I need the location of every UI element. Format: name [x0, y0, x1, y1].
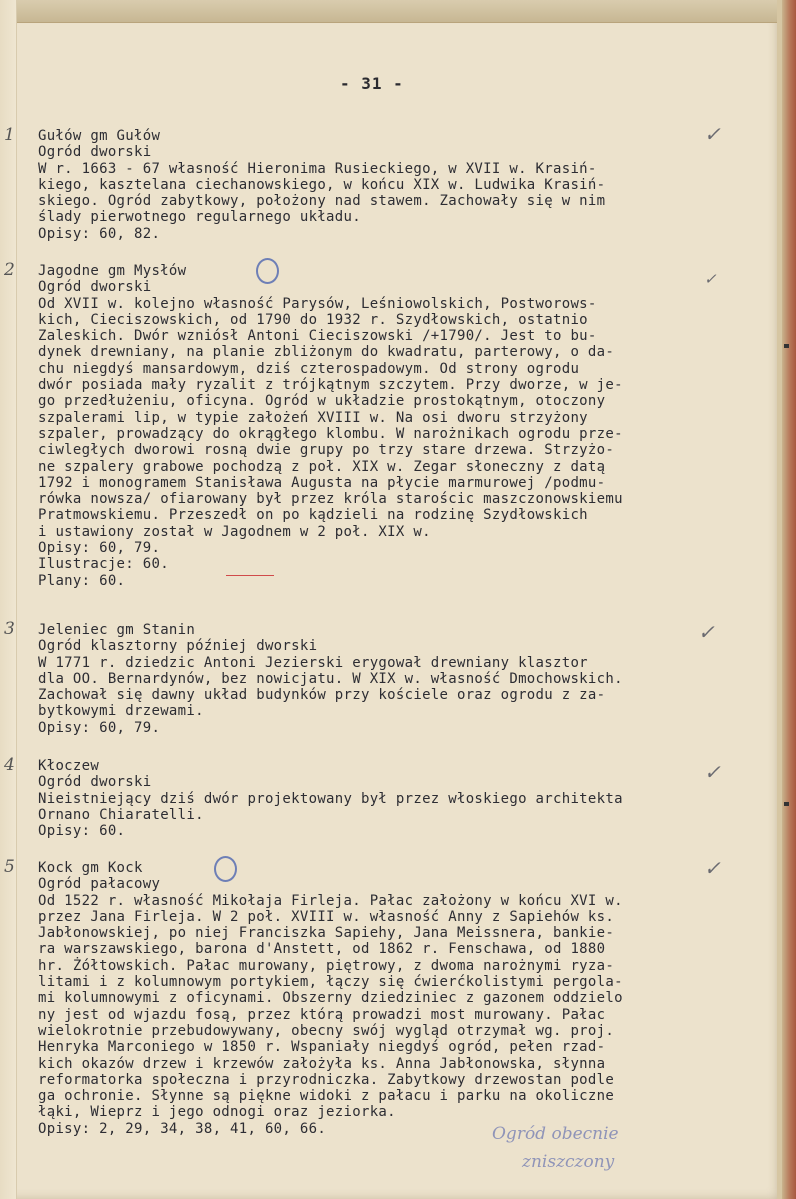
entry-line: kich, Cieciszowskich, od 1790 do 1932 r. Szydłowskich, ostatnio	[38, 311, 588, 328]
entry-line: 1792 i monogramem Stanisława Augusta na płycie marmurowej /podmu-	[38, 474, 606, 491]
entry-line: Opisy: 60.	[38, 823, 126, 840]
entry-line: go przedłużeniu, oficyna. Ogród w układzie prostokątnym, otoczony	[38, 393, 606, 410]
entry-line: ny jest od wjazdu fosą, przez którą prowadzi most murowany. Pałac	[38, 1006, 606, 1023]
entry-line: wielokrotnie przebudowywany, obecny swój wygląd otrzymał wg. proj.	[38, 1022, 615, 1039]
entry-title: Jeleniec gm Stanin	[38, 622, 196, 638]
check-mark-icon: ✓	[698, 620, 715, 644]
entry-line: Opisy: 60, 82.	[38, 225, 161, 242]
entry-line: dla OO. Bernardynów, bez nowicjatu. W XIX w. własność Dmochowskich.	[38, 670, 623, 687]
entry-line: kich okazów drzew i krzewów założyła ks. Anna Jabłonowska, słynna	[38, 1055, 606, 1072]
check-mark-icon: ✓	[704, 270, 717, 288]
entry-line: hr. Żółtowskich. Pałac murowany, piętrowy, z dwoma narożnymi ryza-	[38, 957, 615, 974]
entry-line: Od 1522 r. własność Mikołaja Firleja. Pałac założony w końcu XVI w.	[38, 892, 623, 909]
entry-line: ślady pierwotnego regularnego układu.	[38, 209, 361, 226]
entry-title: Gułów gm Gułów	[38, 128, 161, 144]
check-mark-icon: ✓	[704, 760, 721, 784]
entry-line: Opisy: 2, 29, 34, 38, 41, 60, 66.	[38, 1120, 327, 1137]
entry-line: Ogród dworski	[38, 279, 152, 296]
entry-line: mi kolumnowymi z oficynami. Obszerny dziedziniec z gazonem oddzielo	[38, 990, 623, 1007]
entry-title: Kock gm Kock	[38, 860, 143, 876]
red-underline	[226, 575, 274, 576]
entry-line: dwór posiada mały ryzalit z trójkątnym szczytem. Przy dworze, w je-	[38, 377, 623, 394]
edge-mark	[784, 802, 789, 806]
entry-line: dynek drewniany, na planie zbliżonym do kwadratu, parterowy, o da-	[38, 344, 615, 361]
entry-jeleniec	[4, 619, 778, 736]
entry-line: szpaler, prowadzący do okrągłego klombu. W narożnikach ogrodu prze-	[38, 425, 623, 442]
binding-spine	[0, 0, 17, 1199]
page-top-edge	[0, 0, 796, 23]
entry-line: bytkowymi drzewami.	[38, 703, 204, 720]
entry-line: chu niegdyś mansardowym, dziś czterospadowym. Od strony ogrodu	[38, 360, 580, 377]
entry-kock	[4, 857, 778, 1137]
entry-line: Ogród pałacowy	[38, 876, 161, 893]
entry-line: Ogród dworski	[38, 144, 152, 161]
entry-line: skiego. Ogród zabytkowy, położony nad stawem. Zachowały się w nim	[38, 193, 606, 210]
entry-jagodne	[4, 260, 778, 589]
entry-line: rówka nowsza/ ofiarowany był przez króla starościc maszczonowskiemu	[38, 491, 623, 508]
handwritten-note: zniszczony	[522, 1152, 615, 1172]
page-number: - 31 -	[340, 74, 404, 93]
entry-line: Ornano Chiaratelli.	[38, 806, 204, 823]
entry-number: 3	[4, 619, 15, 639]
entry-line: Jabłonowskiej, po niej Franciszka Sapiehy, Jana Meissnera, bankie-	[38, 925, 615, 942]
handwritten-note: Ogród obecnie	[492, 1124, 619, 1144]
entry-number: 5	[4, 857, 15, 877]
entry-line: Ogród klasztorny później dworski	[38, 638, 318, 655]
book-edge	[782, 0, 796, 1199]
check-mark-icon: ✓	[704, 856, 721, 880]
circle-mark-icon	[256, 258, 279, 284]
entry-number: 4	[4, 755, 15, 775]
entry-line: Od XVII w. kolejno własność Parysów, Leśniowolskich, Postworows-	[38, 295, 597, 312]
check-mark-icon: ✓	[704, 122, 721, 146]
entry-line: Plany: 60.	[38, 572, 126, 589]
entry-title: Kłoczew	[38, 758, 100, 774]
entry-line: reformatorka społeczna i przyrodniczka. Zabytkowy drzewostan podle	[38, 1071, 615, 1088]
entry-line: kiego, kasztelana ciechanowskiego, w końcu XIX w. Ludwika Krasiń-	[38, 176, 606, 193]
entry-line: W r. 1663 - 67 własność Hieronima Rusieckiego, w XVII w. Krasiń-	[38, 160, 597, 177]
edge-mark	[784, 344, 789, 348]
entry-title: Jagodne gm Mysłów	[38, 263, 187, 279]
entry-line: Pratmowskiemu. Przeszedł on po kądzieli na rodzinę Szydłowskich	[38, 507, 588, 524]
entry-kloczew	[4, 755, 778, 840]
entry-line: Zaleskich. Dwór wzniósł Antoni Cieciszowski /+1790/. Jest to bu-	[38, 328, 597, 345]
circle-mark-icon	[214, 856, 237, 882]
entry-line: ga ochronie. Słynne są piękne widoki z pałacu i parku na okoliczne	[38, 1088, 615, 1105]
entry-line: szpalerami lip, w typie założeń XVIII w. Na osi dworu strzyżony	[38, 409, 588, 426]
entry-number: 2	[4, 260, 15, 280]
entry-line: Henryka Marconiego w 1850 r. Wspaniały niegdyś ogród, pełen rzad-	[38, 1039, 606, 1056]
entry-line: Opisy: 60, 79.	[38, 719, 161, 736]
entry-line: litami i z kolumnowym portykiem, łączy się ćwierćkolistymi pergola-	[38, 974, 623, 991]
entry-line: i ustawiony został w Jagodnem w 2 poł. XIX w.	[38, 523, 431, 540]
entry-line: Nieistniejący dziś dwór projektowany był przez włoskiego architekta	[38, 790, 623, 807]
entry-line: Ilustracje: 60.	[38, 556, 169, 573]
entry-line: ne szpalery grabowe pochodzą z poł. XIX w. Zegar słoneczny z datą	[38, 458, 606, 475]
entry-line: przez Jana Firleja. W 2 poł. XVIII w. własność Anny z Sapiehów ks.	[38, 908, 615, 925]
entry-gulow	[4, 125, 778, 242]
entry-line: Opisy: 60, 79.	[38, 540, 161, 557]
entry-line: W 1771 r. dziedzic Antoni Jezierski erygował drewniany klasztor	[38, 654, 588, 671]
entry-line: łąki, Wieprz i jego odnogi oraz jeziorka.	[38, 1104, 396, 1121]
entry-line: Ogród dworski	[38, 774, 152, 791]
entry-line: Zachował się dawny układ budynków przy kościele oraz ogrodu z za-	[38, 687, 606, 704]
entry-number: 1	[4, 125, 15, 145]
entry-line: ra warszawskiego, barona d'Anstett, od 1862 r. Fenschawa, od 1880	[38, 941, 606, 958]
entry-line: ciwległych dworowi rosną dwie grupy po trzy stare drzewa. Strzyżo-	[38, 442, 615, 459]
